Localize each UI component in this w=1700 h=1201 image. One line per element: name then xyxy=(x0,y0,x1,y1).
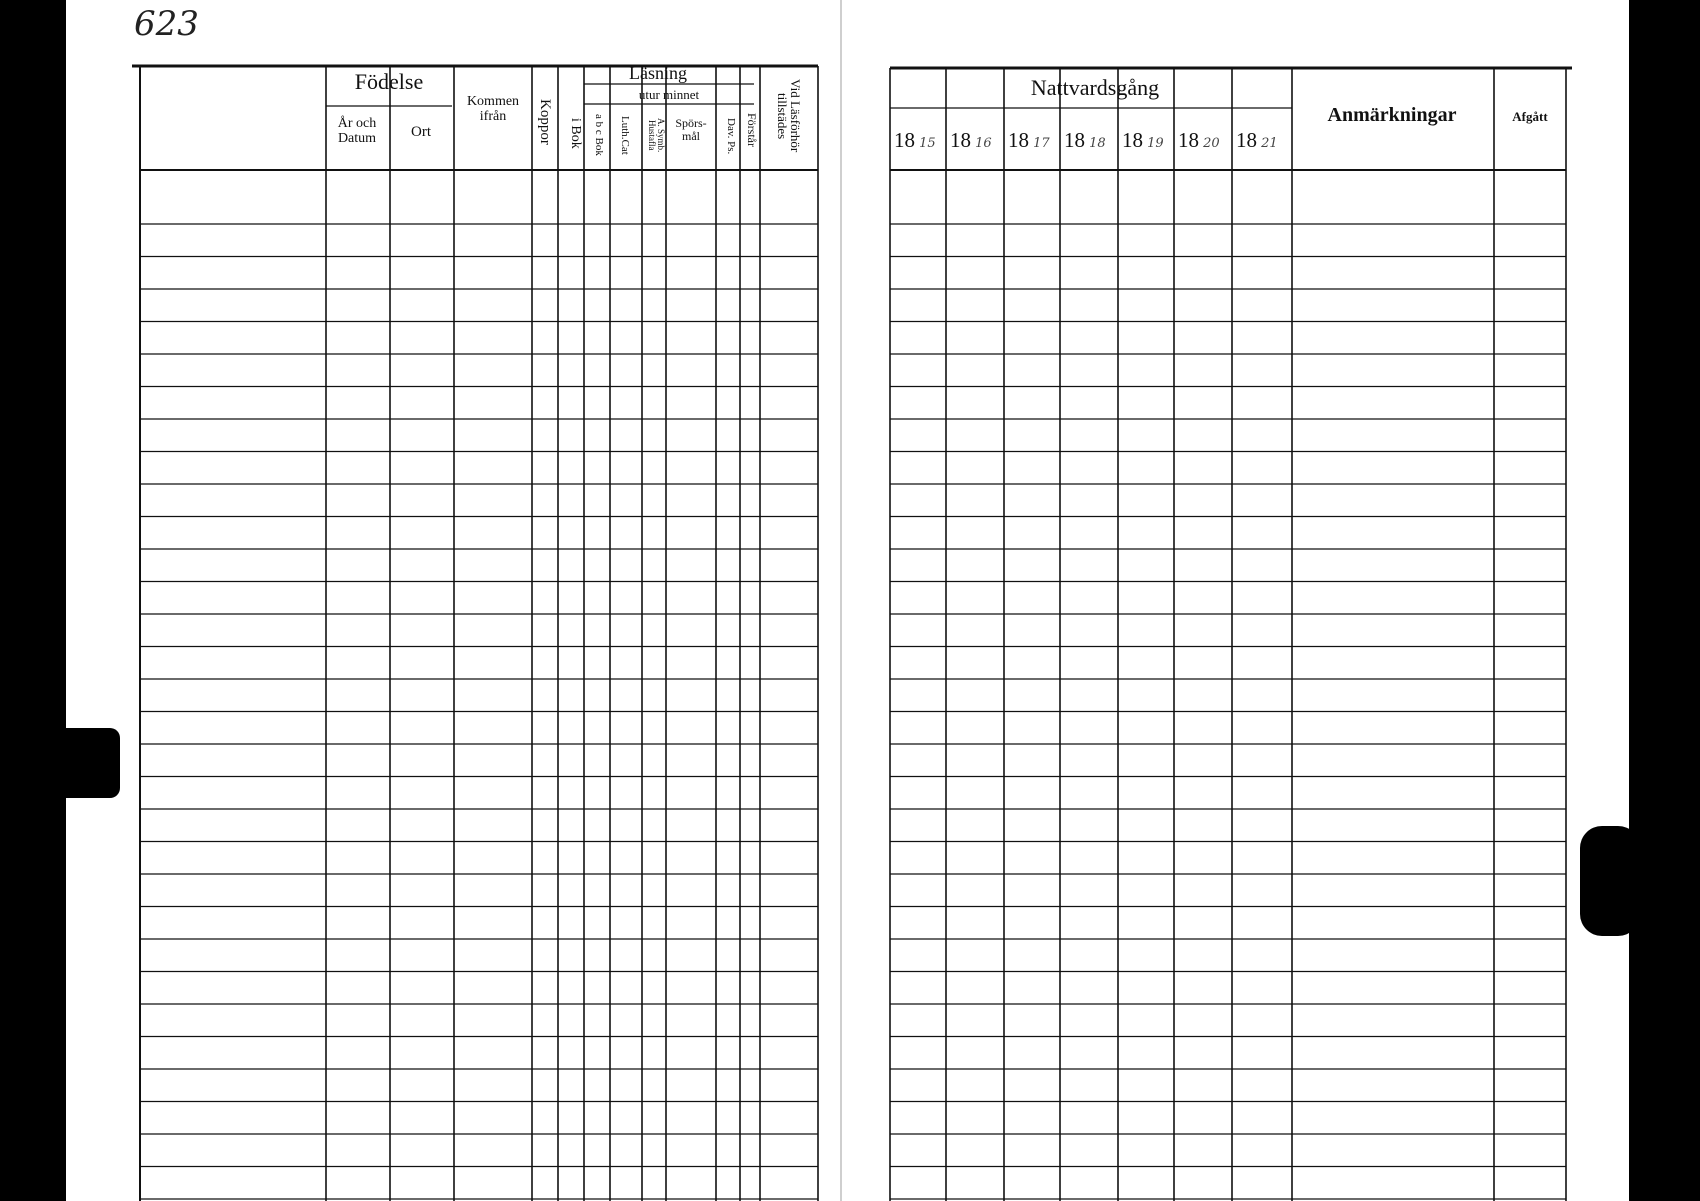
anmarkningar-header: Anmärkningar xyxy=(1327,104,1457,126)
year-header xyxy=(1236,128,1278,153)
sporsmal-header: Spörs- mål xyxy=(675,116,707,143)
year-header xyxy=(1064,128,1106,153)
lasning-title: Läsning xyxy=(629,63,687,83)
afgatt-header: Afgått xyxy=(1512,109,1548,124)
i-bok-header: i Bok xyxy=(568,117,583,149)
year-header xyxy=(894,128,936,153)
dav-ps-header: Dav. Ps. xyxy=(725,117,737,155)
year-handwritten: 16 xyxy=(971,136,992,151)
year-printed: 18 xyxy=(1064,128,1085,152)
year-printed: 18 xyxy=(1236,128,1257,152)
year-header xyxy=(950,128,992,153)
page-number: 623 xyxy=(134,4,199,44)
year-printed: 18 xyxy=(1178,128,1199,152)
kommen-ifran: Kommen ifrån xyxy=(466,94,520,124)
nattvardsgang-title: Nattvardsgång xyxy=(1030,75,1160,100)
fodelse-ar-och: År och Datum xyxy=(337,116,377,146)
year-printed: 18 xyxy=(894,128,915,152)
forstar-header: Förstår xyxy=(745,113,759,147)
year-handwritten: 19 xyxy=(1143,136,1164,151)
a-symb-header: A. Symb. Hustafla xyxy=(647,117,666,153)
year-header xyxy=(1008,128,1050,153)
utur-minnet: utur minnet xyxy=(638,87,700,102)
year-printed: 18 xyxy=(1122,128,1143,152)
year-printed: 18 xyxy=(1008,128,1029,152)
year-handwritten: 15 xyxy=(915,136,936,151)
year-handwritten: 18 xyxy=(1085,136,1106,151)
year-header xyxy=(1178,128,1220,153)
koppor-header: Koppor xyxy=(537,99,553,145)
year-handwritten: 21 xyxy=(1257,136,1278,151)
year-printed: 18 xyxy=(950,128,971,152)
year-handwritten: 17 xyxy=(1029,136,1050,151)
fodelse-ort: Ort xyxy=(411,124,431,140)
vid-lasforhor-header: Vid Läsförhör tillstädes xyxy=(775,79,803,153)
abc-bok-header: a b c Bok xyxy=(593,114,605,156)
fodelse-title: Födelse xyxy=(354,69,424,94)
year-handwritten: 20 xyxy=(1199,136,1220,151)
luth-cat-header: Luth.Cat xyxy=(619,115,631,155)
year-header xyxy=(1122,128,1164,153)
